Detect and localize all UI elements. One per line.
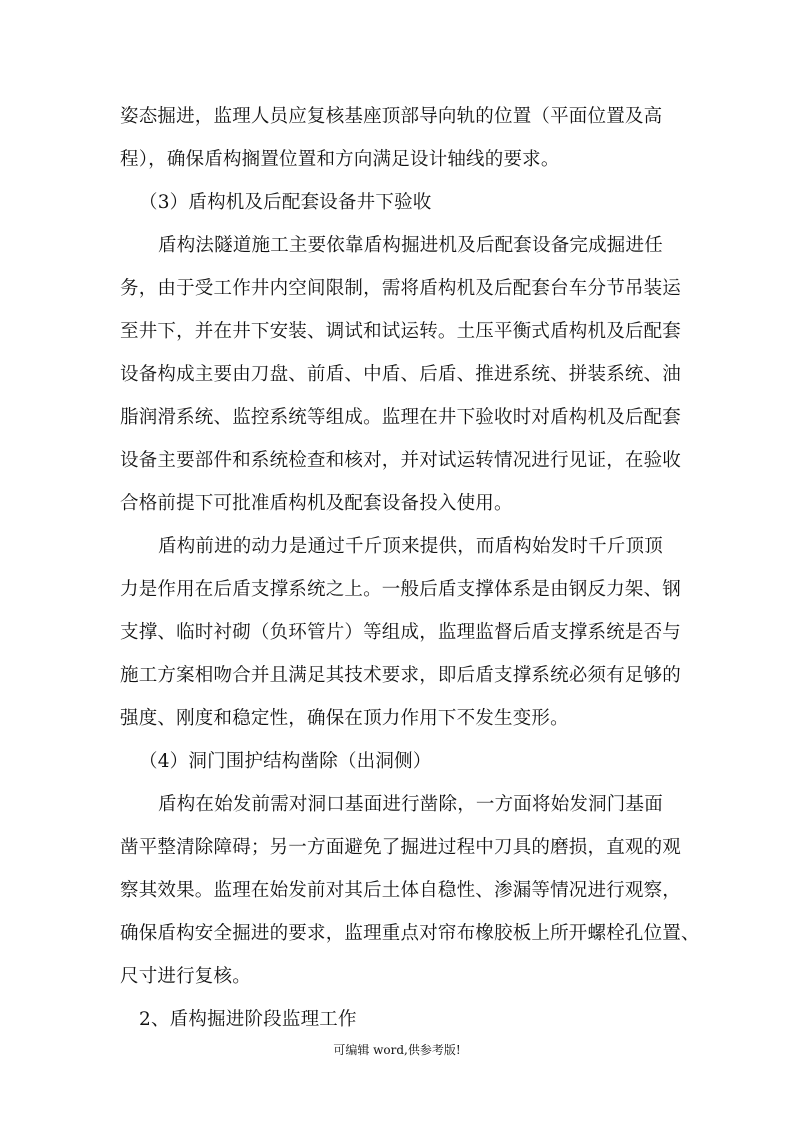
text-line: 盾构在始发前需对洞口基面进行凿除，一方面将始发洞门基面 (158, 794, 663, 815)
text-line: 力是作用在后盾支撑系统之上。一般后盾支撑体系是由钢反力架、钢 (120, 579, 682, 600)
section-heading: （3）盾构机及后配套设备井下验收 (139, 192, 432, 213)
text-line: 姿态掘进，监理人员应复核基座顶部导向轨的位置（平面位置及高 (120, 106, 663, 127)
text-line: 凿平整清除障碍；另一方面避免了掘进过程中刀具的磨损，直观的观 (120, 837, 682, 858)
text-line: 盾构法隧道施工主要依靠盾构掘进机及后配套设备完成掘进任 (158, 235, 663, 256)
text-line: 察其效果。监理在始发前对其后土体自稳性、渗漏等情况进行观察， (120, 880, 682, 901)
text-line: 设备构成主要由刀盘、前盾、中盾、后盾、推进系统、拼装系统、油 (120, 364, 682, 385)
text-line: 程），确保盾构搁置位置和方向满足设计轴线的要求。 (120, 149, 560, 170)
section-heading: （4）洞门围护结构凿除（出洞侧） (139, 751, 432, 772)
text-line: 合格前提下可批准盾构机及配套设备投入使用。 (120, 493, 513, 514)
text-line: 设备主要部件和系统检查和核对，并对试运转情况进行见证，在验收 (120, 450, 682, 471)
text-line: 强度、刚度和稳定性，确保在顶力作用下不发生变形。 (120, 708, 569, 729)
text-line: 务，由于受工作井内空间限制，需将盾构机及后配套台车分节吊装运 (120, 278, 682, 299)
text-line: 施工方案相吻合并且满足其技术要求，即后盾支撑系统必须有足够的 (120, 665, 682, 686)
page-footer: 可编辑 word,供参考版! (333, 1043, 461, 1057)
section-heading: 2、盾构掘进阶段监理工作 (139, 1009, 357, 1030)
text-line: 支撑、临时衬砌（负环管片）等组成，监理监督后盾支撑系统是否与 (120, 622, 682, 643)
text-line: 脂润滑系统、监控系统等组成。监理在井下验收时对盾构机及后配套 (120, 407, 682, 428)
text-line: 至井下，并在井下安装、调试和试运转。土压平衡式盾构机及后配套 (120, 321, 682, 342)
text-line: 确保盾构安全掘进的要求，监理重点对帘布橡胶板上所开螺栓孔位置、 (120, 923, 700, 944)
text-line: 尺寸进行复核。 (120, 966, 251, 987)
text-line: 盾构前进的动力是通过千斤顶来提供，而盾构始发时千斤顶顶 (158, 536, 663, 557)
